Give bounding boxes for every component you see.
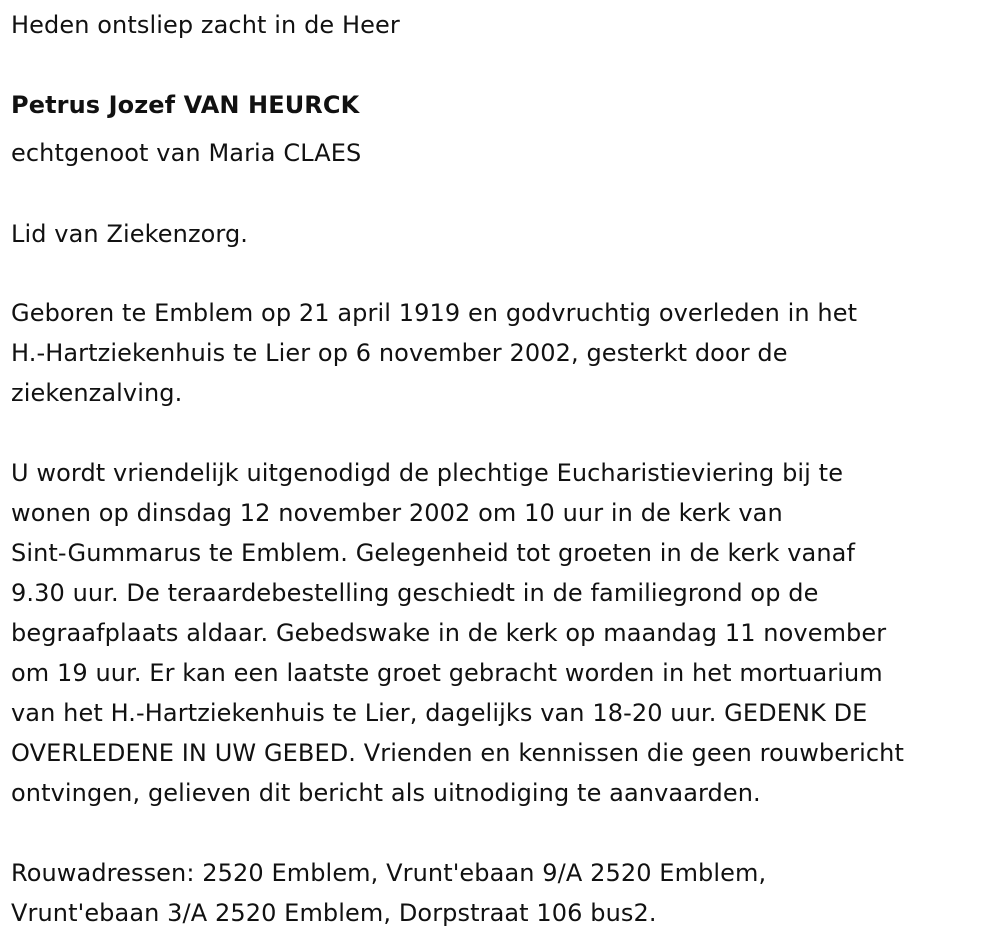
paragraph-line: Sint-Gummarus te Emblem. Gelegenheid tot groeten in de kerk vanaf [11, 539, 856, 567]
intro-line: Heden ontsliep zacht in de Heer [11, 11, 400, 39]
deceased-name: Petrus Jozef VAN HEURCK [11, 91, 360, 119]
paragraph-line: Geboren te Emblem op 21 april 1919 en godvruchtig overleden in het [11, 299, 858, 327]
paragraph-line: ziekenzalving. [11, 379, 183, 407]
paragraph-line: H.-Hartziekenhuis te Lier op 6 november 2002, gesterkt door de [11, 339, 788, 367]
paragraph-line: van het H.-Hartziekenhuis te Lier, dagelijks van 18-20 uur. GEDENK DE [11, 699, 868, 727]
spouse-line: echtgenoot van Maria CLAES [11, 139, 362, 167]
paragraph-line: U wordt vriendelijk uitgenodigd de plechtige Eucharistieviering bij te [11, 459, 844, 487]
membership-line: Lid van Ziekenzorg. [11, 220, 249, 248]
paragraph-line: om 19 uur. Er kan een laatste groet gebracht worden in het mortuarium [11, 659, 883, 687]
paragraph-line: OVERLEDENE IN UW GEBED. Vrienden en kennissen die geen rouwbericht [11, 739, 904, 767]
paragraph-line: begraafplaats aldaar. Gebedswake in de kerk op maandag 11 november [11, 619, 887, 647]
paragraph-line: ontvingen, gelieven dit bericht als uitnodiging te aanvaarden. [11, 779, 761, 807]
paragraph-line: 9.30 uur. De teraardebestelling geschiedt in de familiegrond op de [11, 579, 819, 607]
paragraph-line: Rouwadressen: 2520 Emblem, Vrunt'ebaan 9/A 2520 Emblem, [11, 859, 767, 887]
paragraph-line: Vrunt'ebaan 3/A 2520 Emblem, Dorpstraat 106 bus2. [11, 899, 657, 927]
paragraph-line: wonen op dinsdag 12 november 2002 om 10 uur in de kerk van [11, 499, 783, 527]
